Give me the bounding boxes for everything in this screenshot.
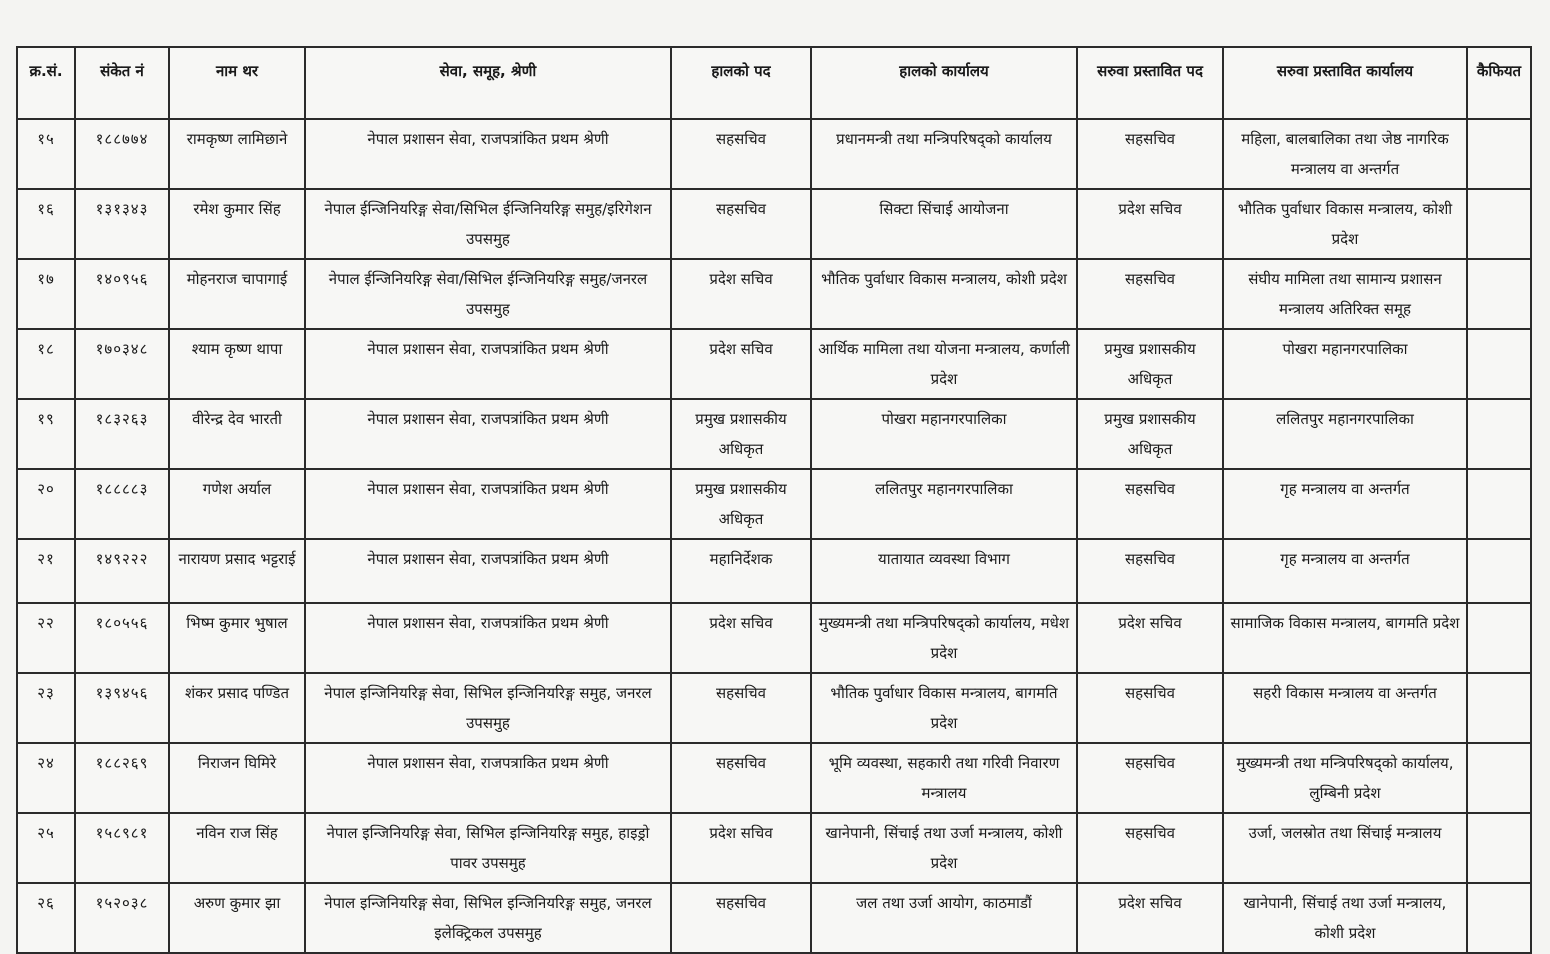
table-row bbox=[17, 399, 1531, 469]
row-name: नारायण प्रसाद भट्टराई bbox=[169, 539, 305, 603]
row-name: गणेश अर्याल bbox=[169, 469, 305, 539]
row-service: नेपाल इन्जिनियरिङ्ग सेवा, सिभिल इन्जिनियरिङ्ग समुह, जनरल इलेक्ट्रिकल उपसमुह bbox=[305, 883, 671, 953]
row-proposed-office: महिला, बालबालिका तथा जेष्ठ नागरिक मन्त्रालय वा अन्तर्गत bbox=[1223, 119, 1467, 189]
table-row bbox=[17, 883, 1531, 953]
row-current-office: पोखरा महानगरपालिका bbox=[811, 399, 1077, 469]
transfer-table bbox=[16, 46, 1532, 954]
table-row bbox=[17, 119, 1531, 189]
row-sn: २३ bbox=[17, 673, 75, 743]
header-service: सेवा, समूह, श्रेणी bbox=[305, 47, 671, 119]
row-service: नेपाल प्रशासन सेवा, राजपत्रांकित प्रथम श्रेणी bbox=[305, 539, 671, 603]
row-name: मोहनराज चापागाई bbox=[169, 259, 305, 329]
row-current-office: ललितपुर महानगरपालिका bbox=[811, 469, 1077, 539]
row-remarks bbox=[1467, 259, 1531, 329]
row-remarks bbox=[1467, 603, 1531, 673]
row-code: १३९४५६ bbox=[75, 673, 169, 743]
row-sn: १६ bbox=[17, 189, 75, 259]
row-name: शंकर प्रसाद पण्डित bbox=[169, 673, 305, 743]
table-row bbox=[17, 813, 1531, 883]
table-row bbox=[17, 259, 1531, 329]
row-code: १४०९५६ bbox=[75, 259, 169, 329]
row-current-office: प्रधानमन्त्री तथा मन्त्रिपरिषद्को कार्यालय bbox=[811, 119, 1077, 189]
table-row bbox=[17, 189, 1531, 259]
header-current-post: हालको पद bbox=[671, 47, 811, 119]
row-proposed-office: ललितपुर महानगरपालिका bbox=[1223, 399, 1467, 469]
row-proposed-post: प्रदेश सचिव bbox=[1077, 189, 1223, 259]
row-current-office: भौतिक पुर्वाधार विकास मन्त्रालय, कोशी प्रदेश bbox=[811, 259, 1077, 329]
row-code: १५८९८१ bbox=[75, 813, 169, 883]
row-proposed-office: मुख्यमन्त्री तथा मन्त्रिपरिषद्को कार्यालय, लुम्बिनी प्रदेश bbox=[1223, 743, 1467, 813]
row-current-office: भूमि व्यवस्था, सहकारी तथा गरिवी निवारण मन्त्रालय bbox=[811, 743, 1077, 813]
row-remarks bbox=[1467, 119, 1531, 189]
row-current-post: प्रदेश सचिव bbox=[671, 329, 811, 399]
row-sn: १८ bbox=[17, 329, 75, 399]
row-sn: १७ bbox=[17, 259, 75, 329]
row-code: १८८८८३ bbox=[75, 469, 169, 539]
row-service: नेपाल प्रशासन सेवा, राजपत्रांकित प्रथम श्रेणी bbox=[305, 119, 671, 189]
row-proposed-post: प्रदेश सचिव bbox=[1077, 883, 1223, 953]
row-current-post: महानिर्देशक bbox=[671, 539, 811, 603]
row-current-post: सहसचिव bbox=[671, 119, 811, 189]
row-proposed-post: सहसचिव bbox=[1077, 813, 1223, 883]
row-name: श्याम कृष्ण थापा bbox=[169, 329, 305, 399]
row-proposed-office: पोखरा महानगरपालिका bbox=[1223, 329, 1467, 399]
row-proposed-office: सहरी विकास मन्त्रालय वा अन्तर्गत bbox=[1223, 673, 1467, 743]
row-remarks bbox=[1467, 189, 1531, 259]
row-current-post: सहसचिव bbox=[671, 189, 811, 259]
row-proposed-office: संघीय मामिला तथा सामान्य प्रशासन मन्त्रालय अतिरिक्त समूह bbox=[1223, 259, 1467, 329]
header-sn: क्र.सं. bbox=[17, 47, 75, 119]
row-name: भिष्म कुमार भुषाल bbox=[169, 603, 305, 673]
row-service: नेपाल ईन्जिनियरिङ्ग सेवा/सिभिल ईन्जिनियरिङ्ग समुह/जनरल उपसमुह bbox=[305, 259, 671, 329]
row-proposed-post: सहसचिव bbox=[1077, 539, 1223, 603]
row-service: नेपाल ईन्जिनियरिङ्ग सेवा/सिभिल ईन्जिनियरिङ्ग समुह/इरिगेशन उपसमुह bbox=[305, 189, 671, 259]
row-sn: १९ bbox=[17, 399, 75, 469]
row-code: १८८२६९ bbox=[75, 743, 169, 813]
row-name: निराजन घिमिरे bbox=[169, 743, 305, 813]
row-current-office: यातायात व्यवस्था विभाग bbox=[811, 539, 1077, 603]
row-code: १८८७७४ bbox=[75, 119, 169, 189]
row-current-post: सहसचिव bbox=[671, 883, 811, 953]
row-name: वीरेन्द्र देव भारती bbox=[169, 399, 305, 469]
table-body bbox=[17, 119, 1531, 953]
row-current-post: प्रमुख प्रशासकीय अधिकृत bbox=[671, 399, 811, 469]
row-current-post: सहसचिव bbox=[671, 673, 811, 743]
row-proposed-post: सहसचिव bbox=[1077, 469, 1223, 539]
row-service: नेपाल प्रशासन सेवा, राजपत्राकित प्रथम श्रेणी bbox=[305, 743, 671, 813]
row-remarks bbox=[1467, 673, 1531, 743]
row-proposed-post: सहसचिव bbox=[1077, 743, 1223, 813]
row-proposed-post: प्रदेश सचिव bbox=[1077, 603, 1223, 673]
row-code: १८३२६३ bbox=[75, 399, 169, 469]
row-current-office: सिक्टा सिंचाई आयोजना bbox=[811, 189, 1077, 259]
row-code: १७०३४८ bbox=[75, 329, 169, 399]
row-current-office: मुख्यमन्त्री तथा मन्त्रिपरिषद्को कार्यालय, मधेश प्रदेश bbox=[811, 603, 1077, 673]
row-service: नेपाल प्रशासन सेवा, राजपत्रांकित प्रथम श्रेणी bbox=[305, 603, 671, 673]
transfer-document bbox=[16, 46, 1530, 954]
row-sn: २५ bbox=[17, 813, 75, 883]
table-row bbox=[17, 603, 1531, 673]
header-remarks: कैफियत bbox=[1467, 47, 1531, 119]
row-sn: २० bbox=[17, 469, 75, 539]
row-proposed-office: उर्जा, जलस्रोत तथा सिंचाई मन्त्रालय bbox=[1223, 813, 1467, 883]
row-current-post: प्रदेश सचिव bbox=[671, 813, 811, 883]
row-proposed-post: प्रमुख प्रशासकीय अधिकृत bbox=[1077, 329, 1223, 399]
row-remarks bbox=[1467, 813, 1531, 883]
row-proposed-office: सामाजिक विकास मन्त्रालय, बागमति प्रदेश bbox=[1223, 603, 1467, 673]
header-name: नाम थर bbox=[169, 47, 305, 119]
row-sn: २६ bbox=[17, 883, 75, 953]
row-current-post: प्रदेश सचिव bbox=[671, 603, 811, 673]
row-name: रामकृष्ण लामिछाने bbox=[169, 119, 305, 189]
row-service: नेपाल प्रशासन सेवा, राजपत्रांकित प्रथम श्रेणी bbox=[305, 399, 671, 469]
row-current-office: जल तथा उर्जा आयोग, काठमाडौं bbox=[811, 883, 1077, 953]
row-name: अरुण कुमार झा bbox=[169, 883, 305, 953]
row-remarks bbox=[1467, 399, 1531, 469]
row-code: १३१३४३ bbox=[75, 189, 169, 259]
row-proposed-office: खानेपानी, सिंचाई तथा उर्जा मन्त्रालय, कोशी प्रदेश bbox=[1223, 883, 1467, 953]
table-row bbox=[17, 539, 1531, 603]
table-row bbox=[17, 469, 1531, 539]
row-proposed-office: गृह मन्त्रालय वा अन्तर्गत bbox=[1223, 469, 1467, 539]
row-code: १५२०३८ bbox=[75, 883, 169, 953]
row-proposed-post: सहसचिव bbox=[1077, 259, 1223, 329]
row-sn: २१ bbox=[17, 539, 75, 603]
row-code: १४९२२२ bbox=[75, 539, 169, 603]
row-remarks bbox=[1467, 743, 1531, 813]
row-current-office: भौतिक पुर्वाधार विकास मन्त्रालय, बागमति प्रदेश bbox=[811, 673, 1077, 743]
row-proposed-office: गृह मन्त्रालय वा अन्तर्गत bbox=[1223, 539, 1467, 603]
row-remarks bbox=[1467, 329, 1531, 399]
row-current-office: आर्थिक मामिला तथा योजना मन्त्रालय, कर्णाली प्रदेश bbox=[811, 329, 1077, 399]
row-current-office: खानेपानी, सिंचाई तथा उर्जा मन्त्रालय, कोशी प्रदेश bbox=[811, 813, 1077, 883]
row-name: नविन राज सिंह bbox=[169, 813, 305, 883]
row-service: नेपाल प्रशासन सेवा, राजपत्रांकित प्रथम श्रेणी bbox=[305, 329, 671, 399]
row-proposed-office: भौतिक पुर्वाधार विकास मन्त्रालय, कोशी प्रदेश bbox=[1223, 189, 1467, 259]
row-proposed-post: प्रमुख प्रशासकीय अधिकृत bbox=[1077, 399, 1223, 469]
row-name: रमेश कुमार सिंह bbox=[169, 189, 305, 259]
row-current-post: प्रदेश सचिव bbox=[671, 259, 811, 329]
header-code: संकेत नं bbox=[75, 47, 169, 119]
row-code: १८०५५६ bbox=[75, 603, 169, 673]
row-current-post: प्रमुख प्रशासकीय अधिकृत bbox=[671, 469, 811, 539]
row-proposed-post: सहसचिव bbox=[1077, 673, 1223, 743]
row-sn: २२ bbox=[17, 603, 75, 673]
table-row bbox=[17, 743, 1531, 813]
row-service: नेपाल इन्जिनियरिङ्ग सेवा, सिभिल इन्जिनियरिङ्ग समुह, जनरल उपसमुह bbox=[305, 673, 671, 743]
row-sn: २४ bbox=[17, 743, 75, 813]
row-service: नेपाल प्रशासन सेवा, राजपत्रांकित प्रथम श्रेणी bbox=[305, 469, 671, 539]
header-row bbox=[17, 47, 1531, 119]
header-proposed-post: सरुवा प्रस्तावित पद bbox=[1077, 47, 1223, 119]
row-remarks bbox=[1467, 469, 1531, 539]
row-remarks bbox=[1467, 883, 1531, 953]
row-remarks bbox=[1467, 539, 1531, 603]
header-current-office: हालको कार्यालय bbox=[811, 47, 1077, 119]
row-current-post: सहसचिव bbox=[671, 743, 811, 813]
row-sn: १५ bbox=[17, 119, 75, 189]
row-proposed-post: सहसचिव bbox=[1077, 119, 1223, 189]
table-row bbox=[17, 329, 1531, 399]
header-proposed-office: सरुवा प्रस्तावित कार्यालय bbox=[1223, 47, 1467, 119]
row-service: नेपाल इन्जिनियरिङ्ग सेवा, सिभिल इन्जिनियरिङ्ग समुह, हाइड्रो पावर उपसमुह bbox=[305, 813, 671, 883]
table-row bbox=[17, 673, 1531, 743]
